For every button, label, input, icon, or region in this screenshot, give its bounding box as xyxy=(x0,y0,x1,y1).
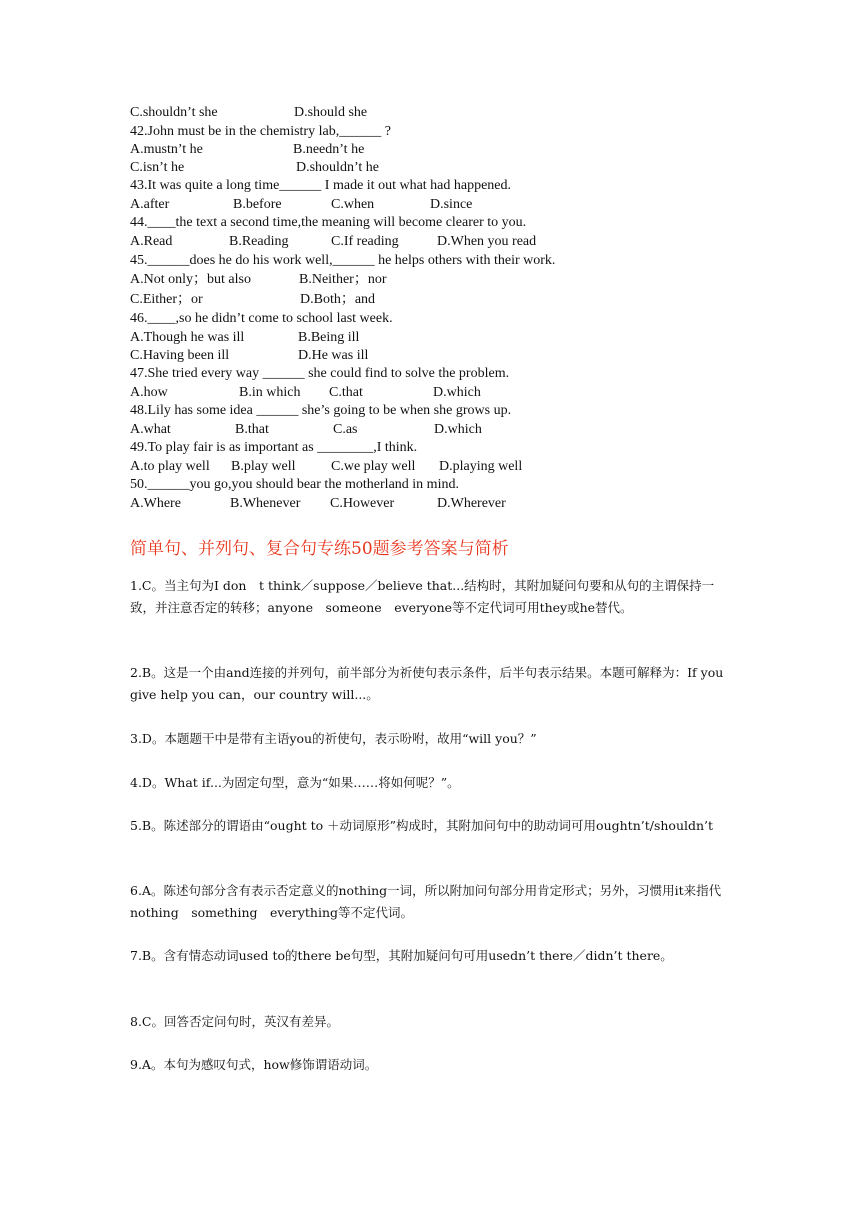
question-48: 48.Lily has some idea ______ she’s going to be when she grows up. xyxy=(130,403,512,418)
option-a: A.after xyxy=(130,197,170,212)
option-a: A.Not only；but also xyxy=(130,272,251,287)
question-42: 42.John must be in the chemistry lab,______ ? xyxy=(130,124,391,139)
option-c: C.that xyxy=(329,385,363,400)
option-c: C.Having been ill xyxy=(130,348,230,363)
option-d: D.playing well xyxy=(439,459,523,474)
option-d: D.Both；and xyxy=(300,292,376,307)
option-c: C.isn’t he xyxy=(130,160,185,175)
answer-2: 2.B。这是一个由and连接的并列句，前半部分为祈使句表示条件，后半句表示结果。本题可解释为：If you give help you can，our country will...。 xyxy=(130,665,724,702)
option-a: A.Though he was ill xyxy=(130,330,245,345)
answer-1: 1.C。当主句为I don t think／suppose／believe that...结构时，其附加疑问句要和从句的主谓保持一致，并注意否定的转移；anyone someone everyone等不定代词可用they或he替代。 xyxy=(130,578,715,615)
answer-3: 3.D。本题题干中是带有主语you的祈使句，表示吩咐，故用“will you？” xyxy=(130,731,537,746)
question-43: 43.It was quite a long time______ I made it out what had happened. xyxy=(130,178,512,193)
option-c: C.If reading xyxy=(331,234,399,249)
question-46: 46.____,so he didn’t come to school last week. xyxy=(130,311,393,326)
question-50: 50.______you go,you should bear the motherland in mind. xyxy=(130,477,459,492)
option-b: B.Whenever xyxy=(230,496,301,511)
option-a: A.what xyxy=(130,422,171,437)
option-c: C.shouldn’t she xyxy=(130,105,218,120)
option-b: B.before xyxy=(233,197,282,212)
option-b: B.Being ill xyxy=(298,330,360,345)
option-d: D.should she xyxy=(294,105,368,120)
answer-9: 9.A。本句为感叹句式，how修饰谓语动词。 xyxy=(130,1057,378,1072)
option-d: D.since xyxy=(430,197,473,212)
answer-key-heading: 简单句、并列句、复合句专练50题参考答案与简析 xyxy=(130,539,509,559)
option-d: D.Wherever xyxy=(437,496,506,511)
option-b: B.needn’t he xyxy=(293,142,365,157)
option-a: A.mustn’t he xyxy=(130,142,203,157)
option-c: C.However xyxy=(330,496,395,511)
option-c: C.we play well xyxy=(331,459,416,474)
option-a: A.Read xyxy=(130,234,173,249)
answer-5: 5.B。陈述部分的谓语由“ought to ＋动词原形”构成时，其附加问句中的助动词可用oughtn’t/shouldn’t xyxy=(130,818,714,833)
option-d: D.He was ill xyxy=(298,348,369,363)
option-a: A.to play well xyxy=(130,459,210,474)
option-d: D.which xyxy=(433,385,481,400)
option-a: A.how xyxy=(130,385,168,400)
question-45: 45.______does he do his work well,______ he helps others with their work. xyxy=(130,253,556,268)
option-b: B.that xyxy=(235,422,269,437)
answer-8: 8.C。回答否定问句时，英汉有差异。 xyxy=(130,1014,339,1029)
option-b: B.Reading xyxy=(229,234,289,249)
option-b: B.play well xyxy=(231,459,296,474)
answer-4: 4.D。What if...为固定句型，意为“如果……将如何呢？”。 xyxy=(130,775,460,790)
option-c: C.as xyxy=(333,422,358,437)
option-a: A.Where xyxy=(130,496,181,511)
option-d: D.which xyxy=(434,422,482,437)
option-c: C.Either；or xyxy=(130,292,203,307)
question-44: 44.____the text a second time,the meaning will become clearer to you. xyxy=(130,215,527,230)
option-c: C.when xyxy=(331,197,375,212)
option-d: D.shouldn’t he xyxy=(296,160,379,175)
answer-6: 6.A。陈述句部分含有表示否定意义的nothing一词，所以附加问句部分用肯定形式；另外，习惯用it来指代nothing something everything等不定代词。 xyxy=(130,883,722,920)
answer-7: 7.B。含有情态动词used to的there be句型，其附加疑问句可用usedn’t there／didn’t there。 xyxy=(130,948,673,963)
question-47: 47.She tried every way ______ she could find to solve the problem. xyxy=(130,366,510,381)
option-d: D.When you read xyxy=(437,234,537,249)
option-b: B.Neither；nor xyxy=(299,272,387,287)
option-b: B.in which xyxy=(239,385,301,400)
question-49: 49.To play fair is as important as ________,I think. xyxy=(130,440,418,455)
